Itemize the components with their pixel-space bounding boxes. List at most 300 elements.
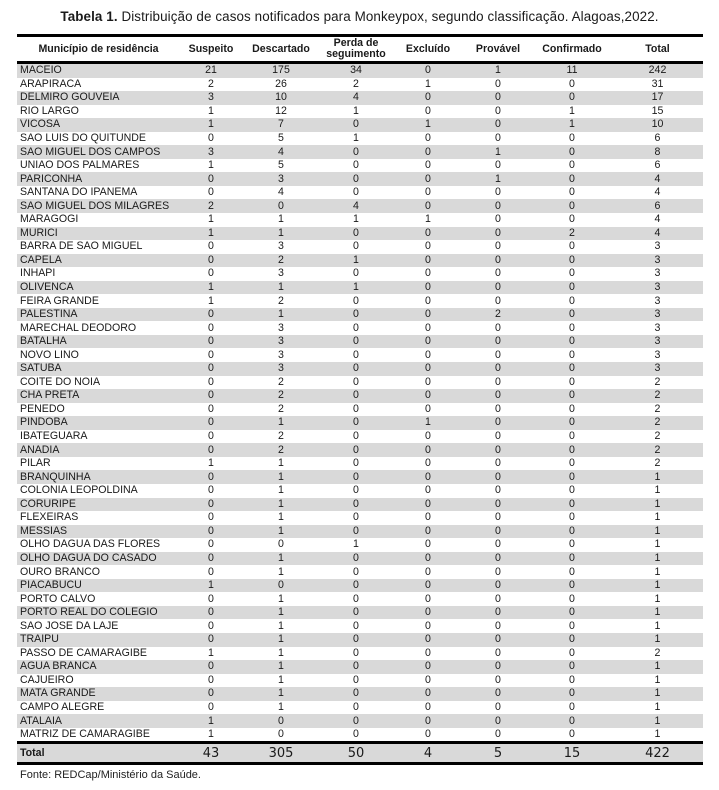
cell-perda-de-seguimento: 4 (320, 91, 392, 105)
cell-suspeito: 2 (208, 77, 214, 90)
cell-perda-de-seguimento: 0 (320, 389, 392, 403)
cell-confirmado: 0 (532, 172, 612, 186)
cell-descartado: 1 (242, 281, 320, 295)
cell-excluido: 1 (392, 416, 464, 430)
cell-total: 6 (612, 199, 703, 213)
cell-provavel: 0 (495, 213, 501, 226)
cell-total: 2 (654, 646, 661, 659)
cell-municipio: SAO JOSE DA LAJE (20, 619, 119, 632)
cell-descartado: 1 (278, 673, 284, 686)
cell-confirmado: 0 (532, 335, 612, 349)
cell-confirmado: 0 (532, 145, 612, 159)
cell-provavel: 0 (495, 294, 501, 307)
cell-perda-de-seguimento: 1 (353, 213, 359, 226)
cell-suspeito: 0 (208, 186, 214, 199)
cell-confirmado: 0 (569, 267, 575, 280)
cell-excluido: 0 (425, 186, 431, 199)
cell-descartado: 1 (242, 308, 320, 322)
table-row (17, 105, 703, 119)
cell-confirmado: 0 (532, 579, 612, 593)
cell-provavel: 0 (464, 687, 532, 701)
cell-suspeito: 0 (180, 308, 242, 322)
cell-provavel: 0 (495, 673, 501, 686)
cell-municipio: PORTO REAL DO COLEGIO (17, 606, 180, 620)
cell-provavel: 0 (464, 606, 532, 620)
cell-confirmado: 0 (532, 470, 612, 484)
cell-descartado: 7 (242, 118, 320, 132)
cell-excluido: 0 (425, 267, 431, 280)
cell-excluido: 0 (425, 240, 431, 253)
table-row (17, 687, 703, 701)
cell-total: 3 (612, 335, 703, 349)
cell-confirmado: 0 (569, 186, 575, 199)
cell-confirmado: 0 (569, 728, 575, 741)
cell-total: 1 (612, 606, 703, 620)
cell-excluido: 0 (425, 673, 431, 686)
cell-total: 4 (612, 172, 703, 186)
cell-descartado: 1 (242, 470, 320, 484)
cell-municipio: ARAPIRACA (20, 77, 82, 90)
cell-descartado: 1 (242, 633, 320, 647)
cell-suspeito: 0 (180, 172, 242, 186)
cell-suspeito: 1 (208, 728, 214, 741)
cell-provavel: 0 (495, 104, 501, 117)
header-provavel: Provável (464, 36, 532, 63)
cell-excluido: 0 (392, 606, 464, 620)
cell-suspeito: 1 (180, 281, 242, 295)
cell-provavel: 0 (495, 240, 501, 253)
cell-suspeito: 1 (208, 213, 214, 226)
cell-perda-de-seguimento: 0 (353, 646, 359, 659)
cell-provavel: 0 (495, 267, 501, 280)
cell-confirmado: 0 (532, 308, 612, 322)
cell-suspeito: 0 (208, 565, 214, 578)
table-row (17, 565, 703, 579)
cell-municipio: MESSIAS (17, 525, 180, 539)
table-row (17, 647, 703, 661)
cell-excluido: 0 (392, 308, 464, 322)
cell-perda-de-seguimento: 0 (320, 118, 392, 132)
cell-provavel: 0 (495, 457, 501, 470)
cell-excluido: 0 (392, 91, 464, 105)
table-row (17, 403, 703, 417)
cell-descartado: 2 (278, 294, 284, 307)
cell-suspeito: 0 (208, 375, 214, 388)
cell-perda-de-seguimento: 0 (353, 592, 359, 605)
cell-excluido: 0 (425, 728, 431, 741)
cell-provavel: 0 (495, 186, 501, 199)
table-row (17, 470, 703, 484)
cell-total: 4 (654, 213, 661, 226)
cell-provavel: 1 (464, 172, 532, 186)
cell-descartado: 3 (278, 348, 284, 361)
table-row (17, 443, 703, 457)
cell-perda-de-seguimento: 0 (353, 375, 359, 388)
cell-perda-de-seguimento: 0 (353, 700, 359, 713)
cell-municipio: PIACABUCU (17, 579, 180, 593)
cell-excluido: 0 (392, 525, 464, 539)
cell-municipio: PALESTINA (17, 308, 180, 322)
cell-total: 1 (612, 714, 703, 728)
table-row (17, 240, 703, 254)
cell-excluido: 0 (425, 402, 431, 415)
cell-provavel: 0 (464, 227, 532, 241)
table-body (17, 63, 703, 743)
cell-perda-de-seguimento: 1 (320, 281, 392, 295)
cell-provavel: 0 (464, 633, 532, 647)
cell-suspeito: 0 (180, 498, 242, 512)
cell-excluido: 0 (392, 199, 464, 213)
cell-perda-de-seguimento: 0 (353, 430, 359, 443)
cell-excluido: 1 (425, 213, 431, 226)
cell-excluido: 0 (425, 375, 431, 388)
cell-provavel: 0 (464, 470, 532, 484)
cell-suspeito: 0 (208, 348, 214, 361)
cell-excluido: 0 (425, 132, 431, 144)
cell-confirmado: 0 (569, 646, 575, 659)
table-row (17, 348, 703, 362)
cell-provavel: 0 (464, 389, 532, 403)
cell-suspeito: 0 (180, 687, 242, 701)
cell-excluido: 0 (392, 335, 464, 349)
cell-municipio: MARAGOGI (20, 213, 79, 226)
cell-descartado: 1 (278, 511, 284, 524)
cell-perda-de-seguimento: 0 (320, 687, 392, 701)
cell-descartado: 1 (242, 498, 320, 512)
cell-excluido: 0 (392, 145, 464, 159)
cell-suspeito: 0 (180, 389, 242, 403)
cell-suspeito: 1 (208, 457, 214, 470)
cell-municipio: FEIRA GRANDE (20, 294, 99, 307)
cell-municipio: IBATEGUARA (20, 430, 88, 443)
cell-perda-de-seguimento: 0 (353, 565, 359, 578)
cell-excluido: 0 (392, 63, 464, 78)
cell-descartado: 3 (242, 172, 320, 186)
cell-excluido: 0 (425, 700, 431, 713)
cell-total: 1 (654, 673, 661, 686)
cell-municipio: COITE DO NOIA (20, 375, 101, 388)
cell-provavel: 0 (495, 728, 501, 741)
cell-municipio: UNIAO DOS PALMARES (20, 159, 140, 172)
cell-suspeito: 1 (208, 159, 214, 172)
cell-descartado: 2 (278, 402, 284, 415)
cell-perda-de-seguimento: 0 (320, 470, 392, 484)
cell-total: 1 (654, 619, 661, 632)
cell-total: 2 (612, 389, 703, 403)
cell-excluido: 0 (425, 104, 431, 117)
table-row (17, 619, 703, 633)
cell-municipio: OLHO DAGUA DAS FLORES (20, 538, 161, 551)
cell-excluido: 0 (425, 294, 431, 307)
cell-municipio: TRAIPU (17, 633, 180, 647)
cell-descartado: 0 (242, 714, 320, 728)
cell-municipio: AGUA BRANCA (17, 660, 180, 674)
header-descartado: Descartado (242, 36, 320, 63)
cases-table-container (17, 34, 703, 765)
cell-suspeito: 0 (208, 538, 214, 551)
cell-municipio: CHA PRETA (17, 389, 180, 403)
cell-confirmado: 1 (532, 118, 612, 132)
cell-confirmado: 0 (532, 687, 612, 701)
cell-descartado: 1 (278, 700, 284, 713)
cell-total: 1 (654, 538, 661, 551)
cell-suspeito: 0 (208, 484, 214, 497)
table-row (17, 321, 703, 335)
cell-suspeito: 0 (208, 132, 214, 144)
source-note: Fonte: REDCap/Ministério da Saúde. (20, 769, 201, 781)
cell-total: 3 (654, 321, 661, 334)
cell-confirmado: 0 (569, 565, 575, 578)
cell-suspeito: 1 (208, 104, 214, 117)
cell-perda-de-seguimento: 0 (353, 728, 359, 741)
total-perda-de-seguimento: 50 (320, 743, 392, 764)
cell-confirmado: 0 (569, 402, 575, 415)
table-caption-text: Distribuição de casos notificados para Monkeypox, segundo classificação. Alagoas,2022. (117, 9, 659, 24)
table-row (17, 186, 703, 200)
cell-suspeito: 1 (208, 646, 214, 659)
cell-municipio: PENEDO (20, 402, 65, 415)
cell-provavel: 0 (495, 538, 501, 551)
cell-confirmado: 0 (569, 348, 575, 361)
table-header-row (17, 36, 703, 63)
cell-excluido: 0 (392, 362, 464, 376)
cell-confirmado: 0 (569, 375, 575, 388)
cell-provavel: 2 (464, 308, 532, 322)
table-row (17, 159, 703, 173)
cell-municipio: NOVO LINO (20, 348, 79, 361)
cell-suspeito: 2 (180, 199, 242, 213)
cell-provavel: 0 (464, 199, 532, 213)
cell-descartado: 1 (278, 457, 284, 470)
cell-perda-de-seguimento: 0 (353, 321, 359, 334)
cell-provavel: 0 (495, 77, 501, 90)
cell-descartado: 3 (278, 321, 284, 334)
cell-descartado: 3 (278, 240, 284, 253)
cell-total: 1 (654, 484, 661, 497)
cell-excluido: 0 (392, 579, 464, 593)
cell-total: 1 (654, 700, 661, 713)
cell-excluido: 0 (392, 498, 464, 512)
table-row (17, 484, 703, 498)
cell-descartado: 1 (242, 606, 320, 620)
table-row (17, 335, 703, 349)
cell-descartado: 1 (242, 525, 320, 539)
cell-total: 3 (654, 240, 661, 253)
cell-suspeito: 0 (180, 470, 242, 484)
cell-confirmado: 0 (569, 538, 575, 551)
cell-total: 3 (612, 281, 703, 295)
cell-confirmado: 0 (532, 389, 612, 403)
cell-provavel: 0 (464, 714, 532, 728)
cell-municipio: SAO MIGUEL DOS MILAGRES (17, 199, 180, 213)
cell-provavel: 0 (464, 660, 532, 674)
cell-excluido: 0 (392, 227, 464, 241)
total-excluido: 4 (392, 743, 464, 764)
cell-confirmado: 0 (569, 77, 575, 90)
cell-confirmado: 0 (569, 619, 575, 632)
cell-total: 31 (651, 77, 664, 90)
cell-confirmado: 0 (569, 511, 575, 524)
cell-municipio: OLHO DAGUA DO CASADO (17, 552, 180, 566)
cell-confirmado: 0 (569, 213, 575, 226)
cell-municipio: PARICONHA (17, 172, 180, 186)
cell-perda-de-seguimento: 0 (353, 457, 359, 470)
table-row (17, 538, 703, 552)
cell-perda-de-seguimento: 0 (320, 227, 392, 241)
cell-municipio: BARRA DE SAO MIGUEL (20, 240, 143, 253)
cell-confirmado: 0 (532, 281, 612, 295)
table-row (17, 714, 703, 728)
cell-suspeito: 0 (180, 525, 242, 539)
cell-perda-de-seguimento: 0 (320, 443, 392, 457)
cell-provavel: 0 (495, 321, 501, 334)
cell-perda-de-seguimento: 1 (353, 538, 359, 551)
cell-suspeito: 0 (208, 321, 214, 334)
cell-provavel: 0 (495, 619, 501, 632)
table-row (17, 63, 703, 78)
cell-total: 17 (612, 91, 703, 105)
cell-excluido: 0 (392, 281, 464, 295)
cell-perda-de-seguimento: 0 (353, 348, 359, 361)
cell-total: 1 (654, 728, 661, 741)
cell-perda-de-seguimento: 1 (353, 104, 359, 117)
table-caption (0, 9, 719, 24)
cell-provavel: 0 (464, 552, 532, 566)
cell-perda-de-seguimento: 0 (353, 267, 359, 280)
cell-confirmado: 1 (569, 104, 575, 117)
table-row (17, 579, 703, 593)
cell-descartado: 26 (275, 77, 287, 90)
cell-suspeito: 0 (180, 660, 242, 674)
table-row (17, 267, 703, 281)
cell-descartado: 5 (278, 159, 284, 172)
cell-perda-de-seguimento: 0 (320, 714, 392, 728)
cell-suspeito: 0 (180, 633, 242, 647)
cell-provavel: 0 (495, 348, 501, 361)
cell-excluido: 0 (425, 538, 431, 551)
cell-provavel: 0 (464, 579, 532, 593)
cell-municipio: MATRIZ DE CAMARAGIBE (20, 728, 150, 741)
cell-excluido: 0 (425, 511, 431, 524)
table-row (17, 457, 703, 471)
cell-municipio: OLIVENCA (17, 281, 180, 295)
table-row (17, 294, 703, 308)
cell-total: 4 (612, 227, 703, 241)
cell-suspeito: 0 (208, 619, 214, 632)
cell-municipio: SATUBA (17, 362, 180, 376)
table-row (17, 633, 703, 647)
cell-excluido: 0 (425, 348, 431, 361)
cell-excluido: 0 (392, 714, 464, 728)
cell-suspeito: 0 (180, 552, 242, 566)
cell-perda-de-seguimento: 0 (353, 294, 359, 307)
table-row (17, 227, 703, 241)
cell-descartado: 0 (278, 538, 284, 551)
table-row (17, 511, 703, 525)
table-row (17, 552, 703, 566)
cell-perda-de-seguimento: 0 (320, 606, 392, 620)
cell-descartado: 1 (242, 552, 320, 566)
table-row (17, 78, 703, 92)
cell-municipio: BATALHA (17, 335, 180, 349)
table-row (17, 213, 703, 227)
cell-excluido: 0 (425, 159, 431, 172)
header-total: Total (612, 36, 703, 63)
cell-descartado: 0 (242, 199, 320, 213)
cell-suspeito: 0 (180, 362, 242, 376)
cell-total: 2 (612, 443, 703, 457)
cell-descartado: 1 (242, 416, 320, 430)
cell-confirmado: 0 (569, 484, 575, 497)
cell-perda-de-seguimento: 0 (320, 172, 392, 186)
cell-provavel: 0 (495, 565, 501, 578)
cell-descartado: 1 (242, 687, 320, 701)
cell-provavel: 0 (464, 498, 532, 512)
cell-municipio: MURICI (17, 227, 180, 241)
table-row (17, 118, 703, 132)
cell-provavel: 0 (495, 592, 501, 605)
cell-suspeito: 21 (180, 63, 242, 78)
cell-excluido: 0 (392, 389, 464, 403)
cell-total: 1 (612, 579, 703, 593)
cell-perda-de-seguimento: 0 (320, 579, 392, 593)
cell-suspeito: 3 (180, 145, 242, 159)
cell-municipio: SAO MIGUEL DOS CAMPOS (17, 145, 180, 159)
header-suspeito: Suspeito (180, 36, 242, 63)
cell-perda-de-seguimento: 0 (320, 525, 392, 539)
header-perda-de-seguimento (320, 36, 392, 63)
cell-total: 1 (612, 525, 703, 539)
cell-perda-de-seguimento: 0 (320, 335, 392, 349)
table-row (17, 308, 703, 322)
cases-table (17, 34, 703, 765)
cell-municipio: PINDOBA (17, 416, 180, 430)
cell-excluido: 1 (392, 118, 464, 132)
cell-confirmado: 0 (532, 606, 612, 620)
table-row (17, 389, 703, 403)
table-row (17, 498, 703, 512)
cell-total: 1 (612, 660, 703, 674)
cell-municipio: CAMPO ALEGRE (20, 700, 105, 713)
cell-excluido: 0 (425, 619, 431, 632)
table-row (17, 172, 703, 186)
cell-confirmado: 0 (569, 240, 575, 253)
cell-perda-de-seguimento: 0 (353, 673, 359, 686)
cell-provavel: 0 (495, 430, 501, 443)
cell-excluido: 0 (392, 254, 464, 268)
cell-municipio: PORTO CALVO (20, 592, 96, 605)
cell-descartado: 3 (242, 362, 320, 376)
cell-excluido: 0 (392, 552, 464, 566)
cell-municipio: RIO LARGO (20, 104, 79, 117)
cell-provavel: 1 (464, 63, 532, 78)
table-row (17, 674, 703, 688)
header-perda-de-seguimento-text: Perda de seguimento (326, 37, 386, 60)
cell-municipio: MATA GRANDE (17, 687, 180, 701)
header-municipio: Município de residência (17, 36, 180, 63)
total-total: 422 (612, 743, 703, 764)
cell-confirmado: 11 (532, 63, 612, 78)
cell-total: 1 (654, 592, 661, 605)
cell-provavel: 0 (464, 254, 532, 268)
cell-total: 3 (612, 254, 703, 268)
cell-perda-de-seguimento: 0 (320, 498, 392, 512)
cell-suspeito: 0 (180, 416, 242, 430)
cell-suspeito: 0 (208, 267, 214, 280)
cell-perda-de-seguimento: 0 (320, 552, 392, 566)
cell-perda-de-seguimento: 0 (320, 660, 392, 674)
cell-confirmado: 0 (569, 132, 575, 144)
